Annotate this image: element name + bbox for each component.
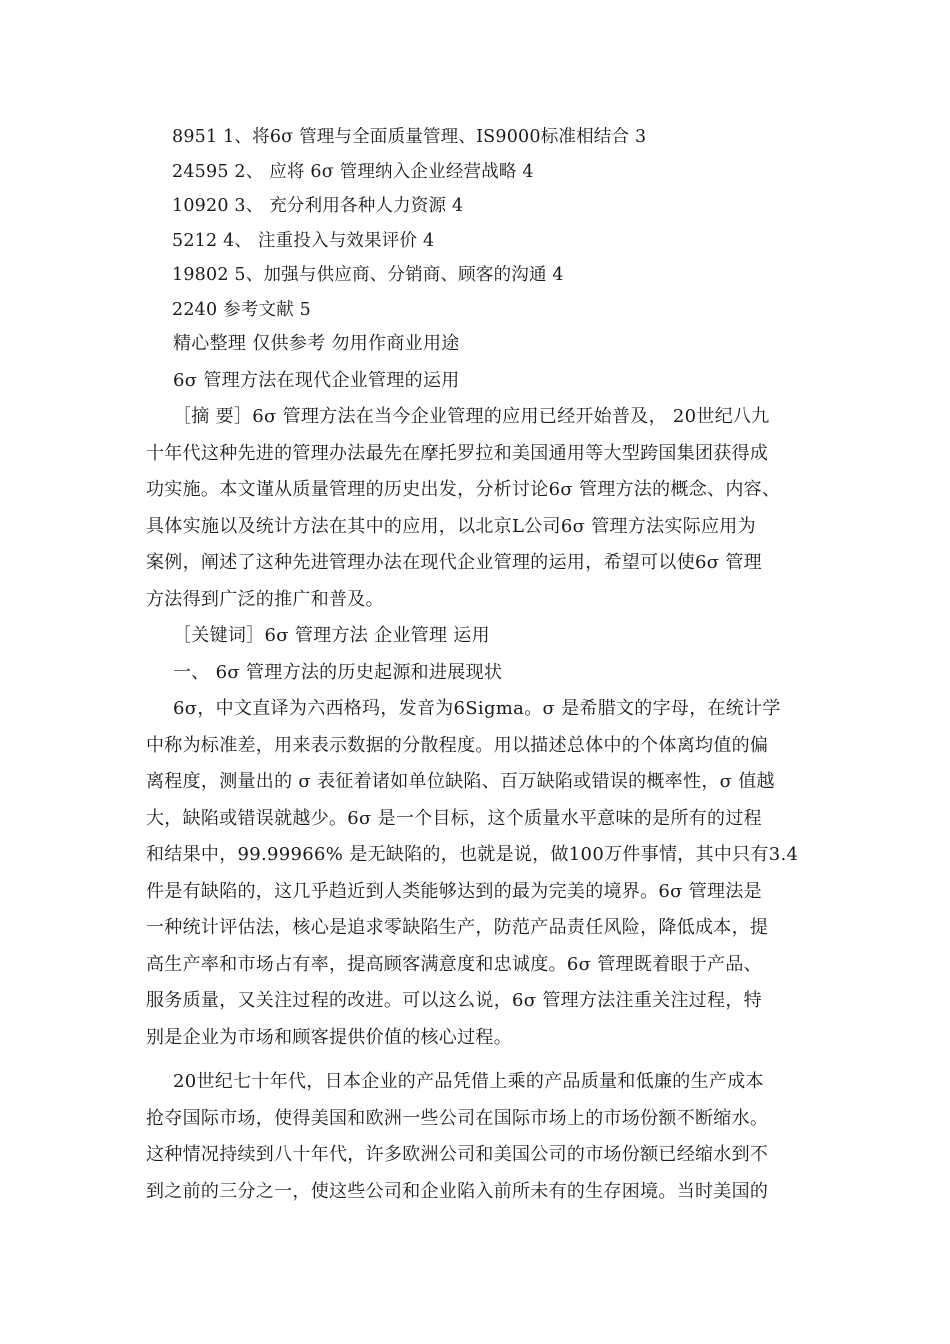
paragraph-line: 别是企业为市场和顾客提供价值的核心过程。	[146, 1026, 512, 1048]
paragraph-line: 这种情况持续到八十年代，许多欧洲公司和美国公司的市场份额已经缩水到不	[146, 1144, 769, 1165]
notice-text: 精心整理 仅供参考 勿用作商业用途	[173, 333, 460, 354]
toc-entry[interactable]: 10920 3、 充分利用各种人力资源 4	[172, 196, 464, 216]
abstract-line: 具体实施以及统计方法在其中的应用，以北京L公司6σ 管理方法实际应用为	[146, 515, 756, 537]
abstract-line: 十年代这种先进的管理办法最先在摩托罗拉和美国通用等大型跨国集团获得成	[146, 442, 769, 464]
toc-entry[interactable]: 8951 1、将6σ 管理与全面质量管理、IS9000标准相结合 3	[172, 127, 647, 147]
keywords: ［关键词］6σ 管理方法 企业管理 运用	[173, 625, 490, 646]
abstract-line: 功实施。本文谨从质量管理的历史出发，分析讨论6σ 管理方法的概念、内容、	[146, 479, 781, 500]
paragraph-line: 中称为标准差，用来表示数据的分散程度。用以描述总体中的个体离均值的偏	[146, 734, 769, 756]
paragraph	[146, 691, 806, 1056]
abstract	[146, 399, 806, 618]
table-of-contents	[172, 120, 812, 327]
paragraph-line: 6σ，中文直译为六西格玛，发音为6Sigma。σ 是希腊文的字母，在统计学	[173, 698, 781, 719]
paragraph-line: 和结果中，99.99966% 是无缺陷的，也就是说，做100万件事情，其中只有3.4	[146, 844, 799, 865]
paragraph-line: 离程度，测量出的 σ 表征着诸如单位缺陷、百万缺陷或错误的概率性，σ 值越	[146, 771, 775, 792]
paragraph-line: 服务质量，又关注过程的改进。可以这么说，6σ 管理方法注重关注过程，特	[146, 990, 762, 1011]
paragraph-line: 件是有缺陷的，这几乎趋近到人类能够达到的最为完美的境界。6σ 管理法是	[146, 880, 762, 902]
toc-entry[interactable]: 5212 4、 注重投入与效果评价 4	[172, 230, 435, 251]
paragraph-line: 高生产率和市场占有率，提高顾客满意度和忠诚度。6σ 管理既着眼于产品、	[146, 953, 762, 975]
article-body	[146, 326, 806, 1210]
paragraph-line: 到之前的三分之一，使这些公司和企业陷入前所未有的生存困境。当时美国的	[146, 1180, 769, 1202]
article-title: 6σ 管理方法在现代企业管理的运用	[173, 369, 460, 391]
toc-entry[interactable]: 2240 参考文献 5	[172, 299, 311, 320]
paragraph-gap	[146, 1056, 806, 1064]
paragraph-line: 一种统计评估法，核心是追求零缺陷生产，防范产品责任风险，降低成本，提	[146, 917, 769, 938]
paragraph-line: 抢夺国际市场，使得美国和欧洲一些公司在国际市场上的市场份额不断缩水。	[146, 1107, 769, 1129]
section-heading: 一、 6σ 管理方法的历史起源和进展现状	[173, 661, 503, 683]
paragraph	[146, 1064, 806, 1210]
paragraph-line: 大，缺陷或错误就越少。6σ 是一个目标，这个质量水平意味的是所有的过程	[146, 807, 762, 829]
toc-entry[interactable]: 19802 5、加强与供应商、分销商、顾客的沟通 4	[172, 265, 564, 285]
paragraph-line: 20世纪七十年代，日本企业的产品凭借上乘的产品质量和低廉的生产成本	[173, 1071, 764, 1092]
abstract-line: 方法得到广泛的推广和普及。	[146, 588, 384, 610]
toc-entry[interactable]: 24595 2、 应将 6σ 管理纳入企业经营战略 4	[172, 161, 534, 182]
abstract-line: 案例，阐述了这种先进管理办法在现代企业管理的运用，希望可以使6σ 管理	[146, 552, 762, 573]
abstract-line: ［摘 要］6σ 管理方法在当今企业管理的应用已经开始普及， 20世纪八九	[173, 406, 770, 427]
